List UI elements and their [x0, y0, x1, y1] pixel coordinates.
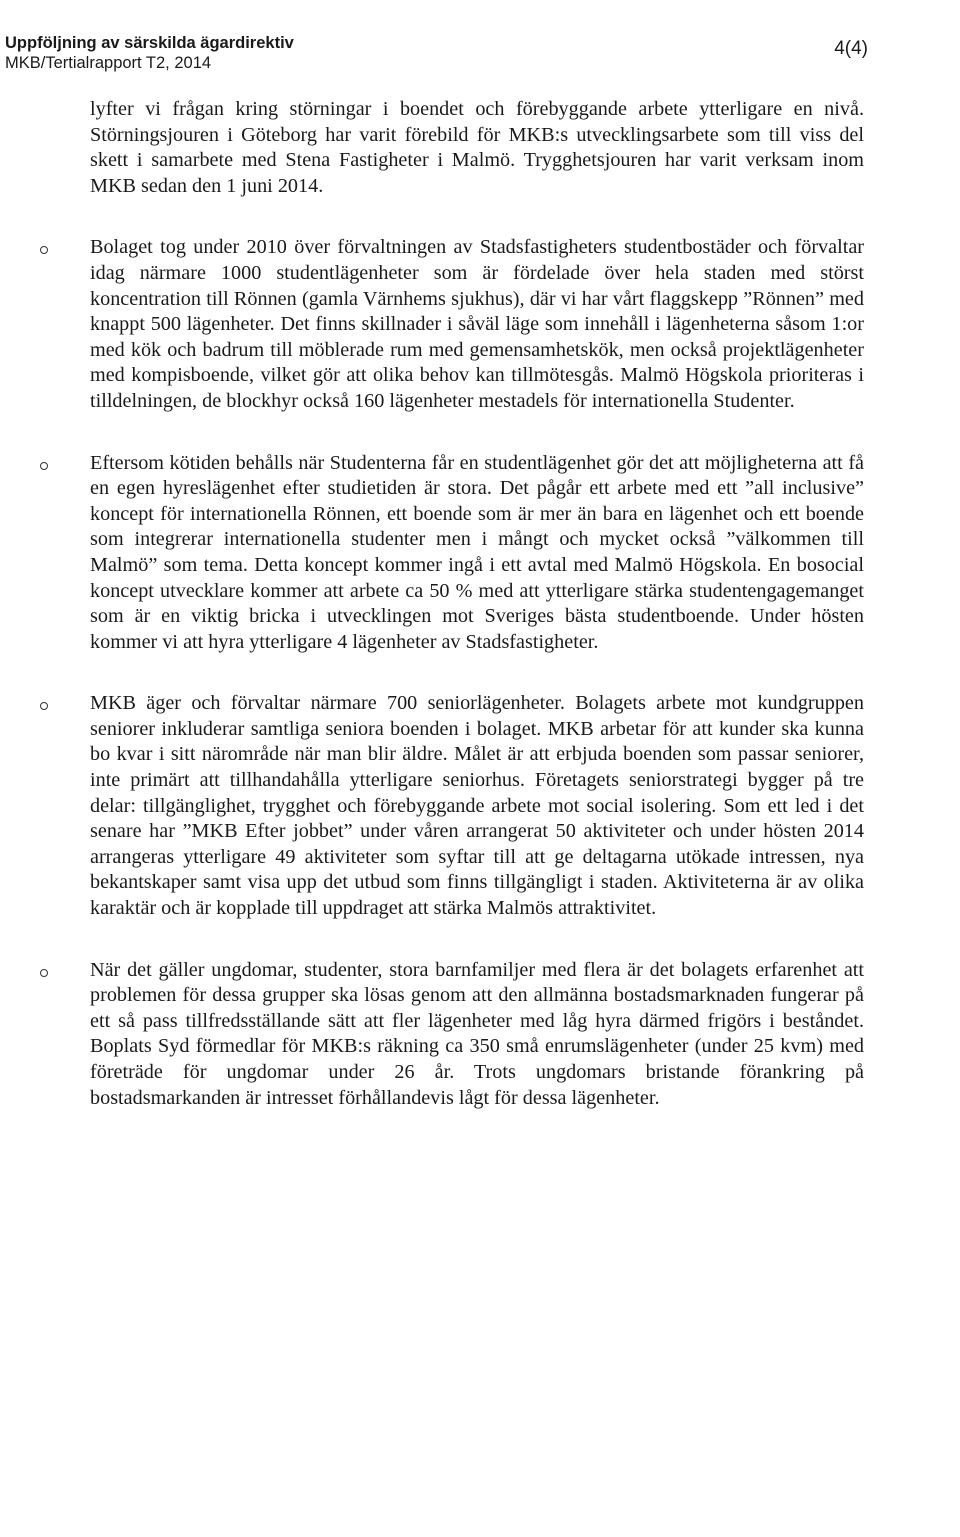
bullet-text: Bolaget tog under 2010 över förvaltningen av Stadsfastigheters studentbostäder och förvaltar idag närmare 1000 studentlägenheter som är fördelade över hela staden med störst koncentration till Rönnen (gamla Värnhems sjukhus), där vi har vårt flaggskepp ”Rönnen” med knappt 500 lägenheter. Det finns skillnader i såväl läge som innehåll i lägenheterna såsom 1:or med kök och badrum till möblerade rum med gemensamhetskök, men också projektlägenheter med kompisboende, vilket gör att olika behov kan tillmötesgås. Malmö Högskola prioriteras i tilldelningen, de blockhyr också 160 lägenheter mestadels för internationella Studenter. [90, 236, 864, 412]
page-number: 4(4) [834, 38, 868, 59]
bullet-list [90, 235, 864, 1111]
page-header [5, 33, 875, 73]
bullet-icon [40, 246, 48, 254]
bullet-icon [40, 969, 48, 977]
bullet-icon [40, 462, 48, 470]
bullet-icon [40, 702, 48, 710]
bullet-text: När det gäller ungdomar, studenter, stora barnfamiljer med flera är det bolagets erfarenhet att problemen för dessa grupper ska lösas genom att den allmänna bostadsmarknaden fungerar på ett så pass tillfredsställande sätt att fler lägenheter med låg hyra därmed frigörs i beståndet. Boplats Syd förmedlar för MKB:s räkning ca 350 små enrumslägenheter (under 25 kvm) med företräde för ungdomar under 26 år. Trots ungdomars bristande förankring på bostadsmarkanden är intresset förhållandevis lågt för dessa lägenheter. [90, 958, 864, 1109]
list-item [90, 691, 864, 921]
list-item [90, 235, 864, 414]
document-title: Uppföljning av särskilda ägardirektiv [5, 34, 294, 52]
body-text [90, 97, 864, 1147]
list-item [90, 451, 864, 656]
document-subtitle: MKB/Tertialrapport T2, 2014 [5, 54, 212, 72]
bullet-text: MKB äger och förvaltar närmare 700 seniorlägenheter. Bolagets arbete mot kundgruppen seniorer inkluderar samtliga seniora boenden i bolaget. MKB arbetar för att kunder ska kunna bo kvar i sitt närområde när man blir äldre. Målet är att erbjuda boenden som passar seniorer, inte primärt att tillhandahålla ytterligare seniorhus. Företagets seniorstrategi bygger på tre delar: tillgänglighet, trygghet och förebyggande arbete mot social isolering. Som ett led i det senare har ”MKB Efter jobbet” under våren arrangerat 50 aktiviteter och under hösten 2014 arrangeras ytterligare 49 aktiviteter som syftar till att ge deltagarna utökade intressen, nya bekantskaper samt visa upp det utbud som finns tillgängligt i staden. Aktiviteterna är av olika karaktär och är kopplade till uppdraget att stärka Malmös attraktivitet. [90, 692, 864, 920]
intro-paragraph: lyfter vi frågan kring störningar i boendet och förebyggande arbete ytterligare en nivå. Störningsjouren i Göteborg har varit förebild för MKB:s utvecklingsarbete som till viss del skett i samarbete med Stena Fastigheter i Malmö. Trygghetsjouren har varit verksam inom MKB sedan den 1 juni 2014. [90, 98, 864, 197]
list-item [90, 958, 864, 1112]
bullet-text: Eftersom kötiden behålls när Studenterna får en studentlägenhet gör det att möjligheterna att få en egen hyreslägenhet efter studietiden är stora. Det pågår ett arbete med ett ”all inclusive” koncept för internationella Rönnen, ett boende som är mer än bara en lägenhet och ett boende som integrerar internationella studenter men i mångt och mycket också ”välkommen till Malmö” som tema. Detta koncept kommer ingå i ett avtal med Malmö Högskola. En bosocial koncept utvecklare kommer att arbete ca 50 % med att ytterligare stärka studentengagemanget som är en viktig bricka i utvecklingen mot Sveriges bästa studentboende. Under hösten kommer vi att hyra ytterligare 4 lägenheter av Stadsfastigheter. [90, 451, 864, 653]
